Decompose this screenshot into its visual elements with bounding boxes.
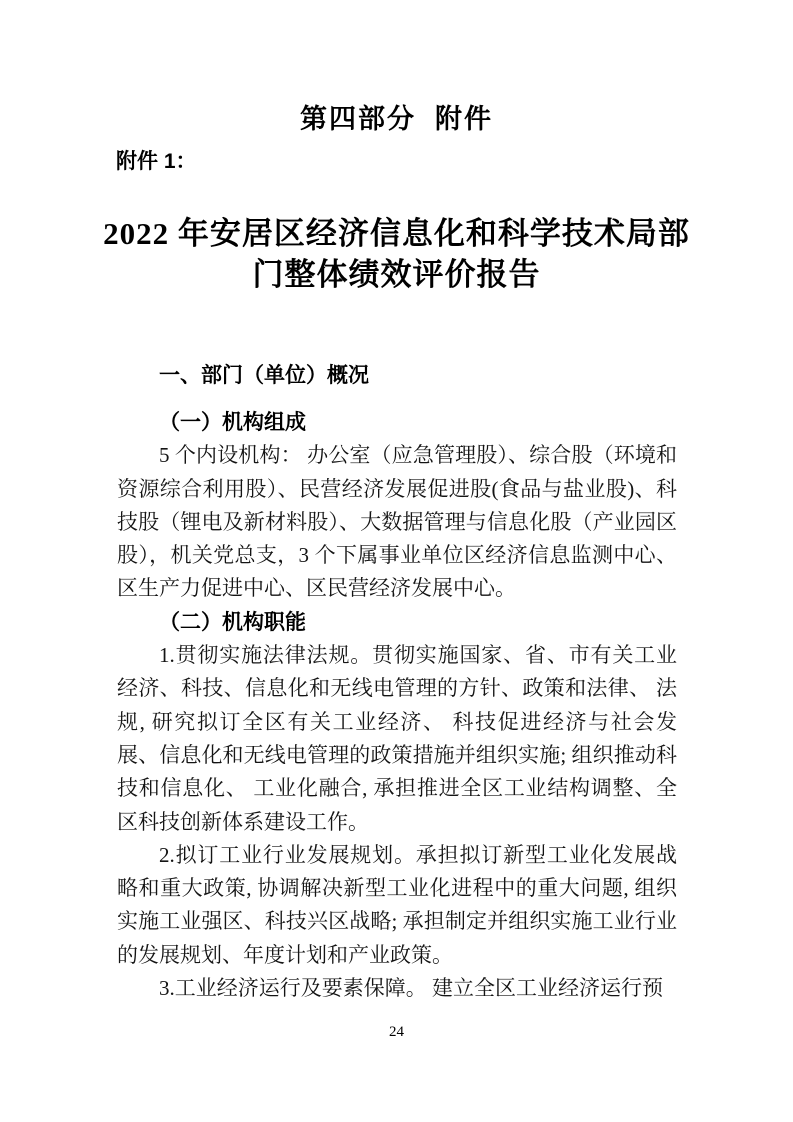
attachment-label: 附件 1： <box>116 150 197 173</box>
body-text <box>117 406 677 1005</box>
report-title-line2: 门整体绩效评价报告 <box>252 257 541 292</box>
paragraph-function-3: 3.工业经济运行及要素保障。 建立全区工业经济运行预 <box>159 976 663 1001</box>
subsection-heading-functions: （二）机构职能 <box>159 609 306 634</box>
subsection-heading-organization: （一）机构组成 <box>159 410 306 434</box>
page-number: 24 <box>389 1024 404 1040</box>
paragraph-function-2: 2.拟订工业行业发展规划。承担拟订新型工业化发展战略和重大政策, 协调解决新型工业化进程中的重大问题, 组织实施工业强区、科技兴区战略; 承担制定并组织实施工业行业的发展规划、年度计划和产业政策。 <box>117 842 677 967</box>
paragraph-function-1: 1.贯彻实施法律法规。贯彻实施国家、省、市有关工业经济、科技、信息化和无线电管理的方针、政策和法律、 法规, 研究拟订全区有关工业经济、 科技促进经济与社会发展、信息化和无线电管理的政策措施并组织实施; 组织推动科技和信息化、 工业化融合, 承担推进全区工业结构调整、全区科技创新体系建设工作。 <box>117 643 677 834</box>
report-title-line1: 2022 年安居区经济信息化和科学技术局部 <box>103 216 690 251</box>
paragraph-organization-composition: 5 个内设机构： 办公室（应急管理股）、综合股（环境和资源综合利用股）、民营经济发展促进股(食品与盐业股)、科技股（锂电及新材料股）、大数据管理与信息化股（产业园区股），机关党总支，3 个下属事业单位区经济信息监测中心、区生产力促进中心、区民营经济发展中心。 <box>117 443 677 601</box>
report-title <box>60 213 733 295</box>
part-heading: 第四部分 附件 <box>299 104 493 134</box>
section-heading: 一、部门（单位）概况 <box>159 364 369 387</box>
